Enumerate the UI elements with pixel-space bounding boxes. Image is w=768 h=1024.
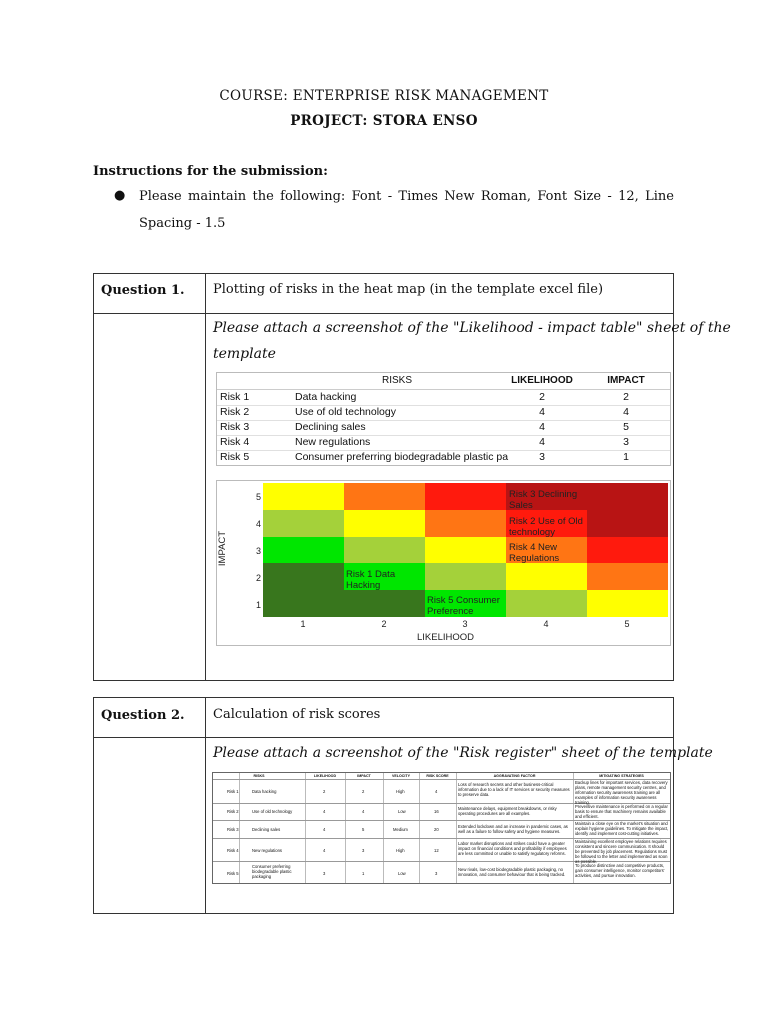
risk-id: Risk 3 [220,421,250,433]
heatmap-cell [263,590,344,617]
instruction-line-2: Spacing - 1.5 [139,216,226,231]
risk-name: Declining sales [295,421,366,433]
reg-header-likelihood: LIKELIHOOD [313,774,337,778]
reg-header-mitigating: MITIGATING STRATEGIES [599,774,644,778]
risk-likelihood: 4 [539,421,545,433]
q1-text: Plotting of risks in the heat map (in the template excel file) [213,282,604,297]
heatmap-cell [425,483,506,510]
x-tick-label: 4 [543,619,549,629]
heatmap-label-risk2: Risk 2 Use of Old technology [509,516,583,538]
heatmap-cell [263,563,344,590]
reg-header-aggravating: AGGRAVATING FACTOR [493,774,536,778]
q1-prompt-line-1: Please attach a screenshot of the "Likelihood - impact table" sheet of the [213,320,731,336]
heatmap-cell [587,537,668,564]
y-tick-label: 5 [256,492,262,503]
instruction-line-1: Please maintain the following: Font - Times New Roman, Font Size - 12, Line [139,189,674,204]
reg-header-score: RISK SCORE [426,774,449,778]
risk-likelihood: 4 [539,436,545,448]
heatmap-cell [587,590,668,617]
reg-header-risks: RISKS [253,774,265,778]
risk-likelihood: 4 [539,406,545,418]
risk-id: Risk 2 [220,406,250,418]
course-title: COURSE: ENTERPRISE RISK MANAGEMENT [219,88,549,104]
heatmap-label-risk3: Risk 3 Declining Sales [509,489,578,511]
risk-table-row [217,450,670,465]
heatmap-cell [587,483,668,510]
x-tick-label: 3 [462,619,468,629]
risk-impact: 2 [623,391,629,403]
risk-table-header [217,373,670,390]
heatmap-cell [344,483,425,510]
risk-impact: 3 [623,436,629,448]
heatmap-label-risk1: Risk 1 Data Hacking [346,569,396,591]
risk-likelihood: 3 [539,451,545,463]
risk-table-row [217,435,670,451]
heatmap-cell [425,563,506,590]
risk-likelihood: 2 [539,391,545,403]
risk-name: Data hacking [295,391,357,403]
heatmap-cell [506,563,587,590]
heatmap-cell [587,510,668,537]
risk-table [216,372,671,466]
q1-label: Question 1. [101,283,185,298]
heatmap-cell [587,563,668,590]
risk-id: Risk 5 [220,451,250,463]
heatmap-cell [344,510,425,537]
heatmap-cell [425,537,506,564]
bullet-dot-icon: ● [114,188,126,203]
y-tick-label: 4 [256,519,262,530]
q1-answer-left-cell [93,313,206,681]
reg-header-velocity: VELOCITY [392,774,410,778]
x-axis-title: LIKELIHOOD [417,632,475,643]
x-tick-label: 2 [381,619,387,629]
risk-table-row [217,420,670,436]
risk-impact: 5 [623,421,629,433]
heatmap-cell [263,537,344,564]
q2-answer-left-cell [93,737,206,914]
q2-text: Calculation of risk scores [213,707,381,722]
heatmap-cell [263,483,344,510]
heatmap-label-risk4: Risk 4 New Regulations [509,542,560,564]
x-tick-label: 5 [624,619,630,629]
header-risks: RISKS [381,375,412,386]
heatmap-cell [263,510,344,537]
heatmap-cell [506,590,587,617]
q2-label: Question 2. [101,708,185,723]
reg-header-impact: IMPACT [357,774,371,778]
header-impact: IMPACT [607,375,645,386]
heat-map [216,480,671,646]
y-tick-label: 2 [256,572,262,583]
risk-register: RISKS LIKELIHOOD IMPACT VELOCITY RISK SCORE AGGRAVATING FACTOR MITIGATING STRATEGIES Risk 1 Data hacking 2 2 High 4 Loss of research secrets and other business-critical information due to a lack of IT services or security measures to preserve data. Backup lines for important services, data recovery plans, remote management security centres, and information security awareness training are all examples of information security awareness training. Risk 2 Use of old technology 4 4 Low 16 Maintenance delays, equipment breakdowns, or risky operating procedures are all examples. Preventive maintenance is performed on a regular basis to ensure that machinery remains available and efficient. Risk 3 Declining sales 4 5 Medium 20 Extended lockdown and an increase in pandemic cases, as well as a failure to follow safety and hygiene measures. Maintain a close eye on the market's situation and explain hygiene guidelines. To mitigate the impact, identify and implement cost-cutting initiatives. Risk 4 New regulations 4 3 High 12 Labor market disruptions and strikes could have a greater impact on financial conditions and profitability if employees are less committed or unable to satisfy regulatory reforms. Maintaining excellent employee relations requires consistent and sincere communication. It should be prevented by job placement. Regulations must be followed to the letter and implemented as soon as possible. Risk 5 Consumer preferring biodegradable plastic packaging 3 1 Low 3 New rivals, low-cost biodegradable plastic packaging, no innovation, and consumer behaviour that is being tracked. To produce distinctive and competitive products, gain consumer intelligence, monitor competitors' activities, and pursue innovation. [212,772,671,884]
q2-prompt: Please attach a screenshot of the "Risk register" sheet of the template [213,745,713,761]
risk-name: Consumer preferring biodegradable plastic pa [295,451,509,463]
instructions-title: Instructions for the submission: [93,164,328,179]
risk-impact: 1 [623,451,629,463]
risk-table-row [217,405,670,421]
risk-id: Risk 1 [220,391,250,403]
risk-id: Risk 4 [220,436,250,448]
x-tick-label: 1 [300,619,306,629]
project-title: PROJECT: STORA ENSO [290,113,478,129]
risk-name: Use of old technology [295,406,396,418]
y-tick-label: 3 [256,546,262,556]
heatmap-cell [344,590,425,617]
y-tick-label: 1 [256,599,262,610]
heatmap-cell [425,510,506,537]
risk-impact: 4 [623,406,629,418]
q1-prompt-line-2: template [213,346,276,362]
risk-table-row [217,390,670,406]
heatmap-label-risk5: Risk 5 Consumer Preference [427,595,500,617]
y-axis-title: IMPACT [217,530,229,567]
risk-name: New regulations [295,436,371,448]
heatmap-cell [344,537,425,564]
header-likelihood: LIKELIHOOD [511,375,573,386]
